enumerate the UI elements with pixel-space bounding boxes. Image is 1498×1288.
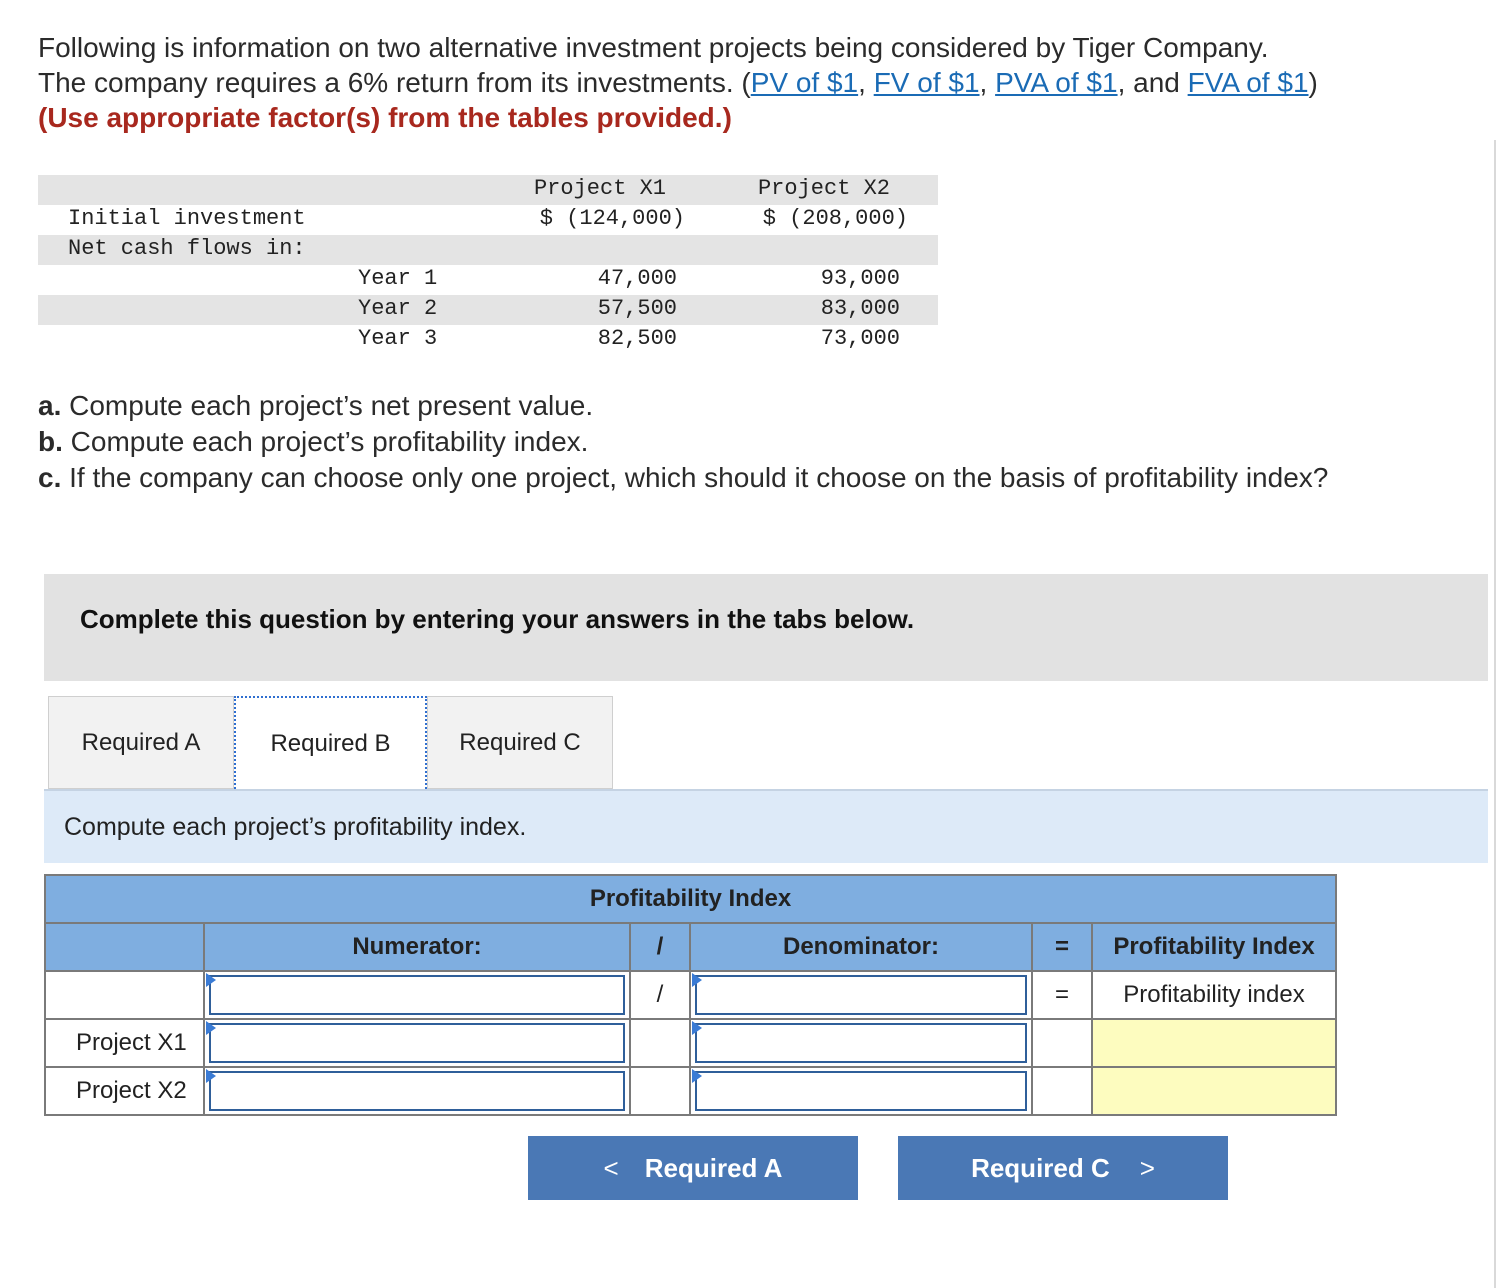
question-text: Compute each project’s net present value. <box>61 390 594 421</box>
divide-cell <box>630 1019 690 1067</box>
instruction-text: (Use appropriate factor(s) from the tables provided.) <box>38 102 732 133</box>
intro-separator: , and <box>1117 67 1188 98</box>
intro-separator: , <box>979 67 996 98</box>
question-list <box>38 388 1458 496</box>
initial-x2: $ (208,000) <box>762 206 908 231</box>
year-x1-value: 82,500 <box>597 326 677 351</box>
question-letter: a. <box>38 390 62 421</box>
question-text: Compute each project’s profitability index. <box>62 426 589 457</box>
result-x2-cell <box>1092 1067 1336 1115</box>
fva-table-link[interactable]: FVA of $1 <box>1187 67 1309 98</box>
numerator-header: Numerator: <box>204 923 630 971</box>
scroll-rail <box>1494 140 1496 1288</box>
numerator-label-select[interactable] <box>204 971 630 1019</box>
year-label: Year 1 <box>358 266 438 291</box>
tab-required-a[interactable]: Required A <box>48 696 234 789</box>
equals-symbol: = <box>1032 971 1092 1019</box>
intro-line-2-prefix: The company requires a 6% return from its investments. ( <box>38 67 751 98</box>
intro-line-2-suffix: ) <box>1308 67 1318 98</box>
divide-symbol: / <box>630 971 690 1019</box>
year-label: Year 2 <box>358 296 438 321</box>
input-marker-icon <box>206 1069 216 1083</box>
col-header-x2: Project X2 <box>757 176 891 201</box>
tab-required-c[interactable]: Required C <box>427 696 613 789</box>
divide-header: / <box>630 923 690 971</box>
denominator-label-select[interactable] <box>690 971 1032 1019</box>
equals-header: = <box>1032 923 1092 971</box>
row-label-x2: Project X2 <box>45 1067 204 1115</box>
year-x1-value: 57,500 <box>597 296 677 321</box>
input-marker-icon <box>206 1021 216 1035</box>
row-label-x1: Project X1 <box>45 1019 204 1067</box>
denominator-header: Denominator: <box>690 923 1032 971</box>
row-label-blank <box>45 971 204 1019</box>
input-box[interactable] <box>209 1071 625 1111</box>
question-letter: b. <box>38 426 63 457</box>
dropdown-arrow-icon <box>692 973 702 987</box>
result-subheader: Profitability index <box>1092 971 1336 1019</box>
denominator-x2-input[interactable] <box>690 1067 1032 1115</box>
input-marker-icon <box>692 1069 702 1083</box>
intro-separator: , <box>858 67 874 98</box>
select-box[interactable] <box>695 975 1027 1015</box>
intro-line-1: Following is information on two alternative investment projects being considered by Tiger Company. <box>38 32 1269 63</box>
dropdown-arrow-icon <box>206 973 216 987</box>
input-marker-icon <box>692 1021 702 1035</box>
equals-cell <box>1032 1067 1092 1115</box>
fv-table-link[interactable]: FV of $1 <box>873 67 980 98</box>
result-header: Profitability Index <box>1092 923 1336 971</box>
initial-investment-label: Initial investment <box>68 206 306 231</box>
tab-required-b[interactable]: Required B <box>234 696 427 789</box>
input-box[interactable] <box>695 1023 1027 1063</box>
year-x2-value: 93,000 <box>820 266 900 291</box>
question-a <box>38 388 1458 424</box>
pv-table-link[interactable]: PV of $1 <box>750 67 859 98</box>
profitability-index-table <box>44 874 1337 1116</box>
question-b <box>38 424 1458 460</box>
chevron-right-icon: > <box>1139 1152 1155 1183</box>
prompt-text: Compute each project’s profitability index. <box>64 813 527 841</box>
instructions-banner <box>44 574 1488 681</box>
net-cash-flows-label: Net cash flows in: <box>68 236 306 261</box>
question-text: If the company can choose only one project, which should it choose on the basis of profitability index? <box>61 462 1329 493</box>
numerator-x2-input[interactable] <box>204 1067 630 1115</box>
year-x2-value: 83,000 <box>820 296 900 321</box>
chevron-left-icon: < <box>603 1152 619 1183</box>
banner-text: Complete this question by entering your answers in the tabs below. <box>80 604 915 634</box>
year-label: Year 3 <box>358 326 438 351</box>
result-x1-cell <box>1092 1019 1336 1067</box>
pva-table-link[interactable]: PVA of $1 <box>995 67 1118 98</box>
select-box[interactable] <box>209 975 625 1015</box>
numerator-x1-input[interactable] <box>204 1019 630 1067</box>
denominator-x1-input[interactable] <box>690 1019 1032 1067</box>
year-x2-value: 73,000 <box>820 326 900 351</box>
equals-cell <box>1032 1019 1092 1067</box>
next-button-label: Required C <box>971 1152 1110 1183</box>
question-c <box>38 460 1458 496</box>
table-title: Profitability Index <box>45 875 1336 923</box>
header-blank <box>45 923 204 971</box>
prev-required-a-button[interactable] <box>528 1136 858 1200</box>
input-box[interactable] <box>209 1023 625 1063</box>
tab-prompt <box>44 789 1488 863</box>
next-required-c-button[interactable] <box>898 1136 1228 1200</box>
intro-line-2 <box>38 65 1488 100</box>
year-x1-value: 47,000 <box>597 266 677 291</box>
divide-cell <box>630 1067 690 1115</box>
initial-x1: $ (124,000) <box>539 206 685 231</box>
intro-text <box>38 30 1488 135</box>
question-letter: c. <box>38 462 62 493</box>
col-header-x1: Project X1 <box>533 176 667 201</box>
input-box[interactable] <box>695 1071 1027 1111</box>
prev-button-label: Required A <box>644 1152 783 1183</box>
